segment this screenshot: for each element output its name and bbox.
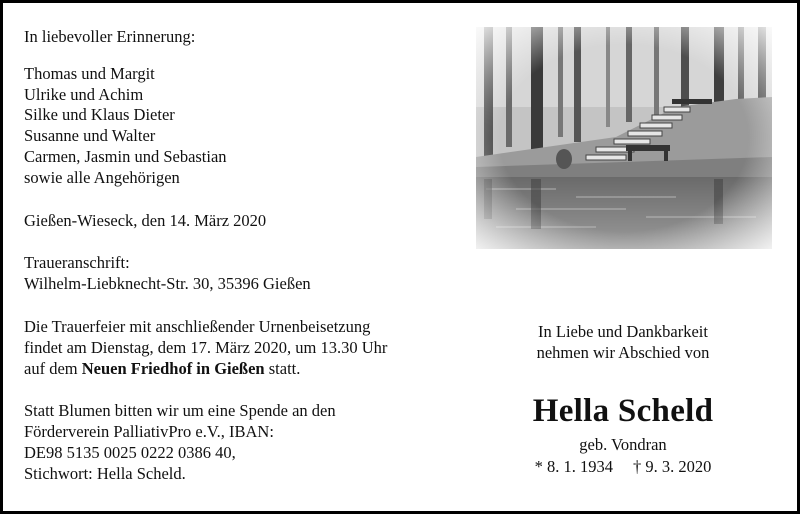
farewell-line: nehmen wir Abschied von bbox=[536, 343, 710, 362]
place-date: Gießen-Wieseck, den 14. März 2020 bbox=[24, 210, 267, 230]
mourner-line: Thomas und Margit bbox=[24, 63, 155, 83]
intro-text: In liebevoller Erinnerung: bbox=[24, 27, 196, 46]
birth-date: * 8. 1. 1934 bbox=[534, 457, 613, 476]
left-column bbox=[24, 27, 464, 485]
forest-pond-photo bbox=[476, 27, 772, 249]
deceased-name: Hella Scheld bbox=[532, 393, 714, 429]
mourner-line: Ulrike und Achim bbox=[24, 84, 144, 104]
address-value: Wilhelm-Liebknecht-Str. 30, 35396 Gießen bbox=[24, 274, 311, 294]
donation-line: DE98 5135 0025 0222 0386 40, bbox=[24, 442, 236, 462]
maiden-name: geb. Vondran bbox=[579, 435, 667, 454]
ceremony-text: auf dem bbox=[24, 358, 82, 378]
mourner-line: Carmen, Jasmin und Sebastian bbox=[24, 146, 227, 166]
donation-line: Stichwort: Hella Scheld. bbox=[24, 463, 186, 483]
ceremony-line bbox=[24, 359, 464, 380]
mourner-line: Silke und Klaus Dieter bbox=[24, 105, 175, 125]
ceremony-line: findet am Dienstag, dem 17. März 2020, um 13.30 Uhr bbox=[24, 337, 388, 357]
address-label: Traueranschrift: bbox=[24, 253, 130, 273]
donation-line: Förderverein PalliativPro e.V., IBAN: bbox=[24, 422, 274, 442]
ceremony-line: Die Trauerfeier mit anschließender Urnenbeisetzung bbox=[24, 316, 371, 336]
life-dates bbox=[473, 457, 773, 477]
mourner-line: sowie alle Angehörigen bbox=[24, 167, 180, 187]
donation-line: Statt Blumen bitten wir um eine Spende an den bbox=[24, 401, 336, 421]
farewell-line: In Liebe und Dankbarkeit bbox=[538, 322, 708, 341]
mourner-line: Susanne und Walter bbox=[24, 126, 156, 146]
ceremony-text: statt. bbox=[264, 358, 301, 378]
death-date: † 9. 3. 2020 bbox=[633, 457, 712, 476]
cemetery-name: Neuen Friedhof in Gießen bbox=[81, 358, 265, 378]
farewell-block bbox=[473, 321, 773, 363]
